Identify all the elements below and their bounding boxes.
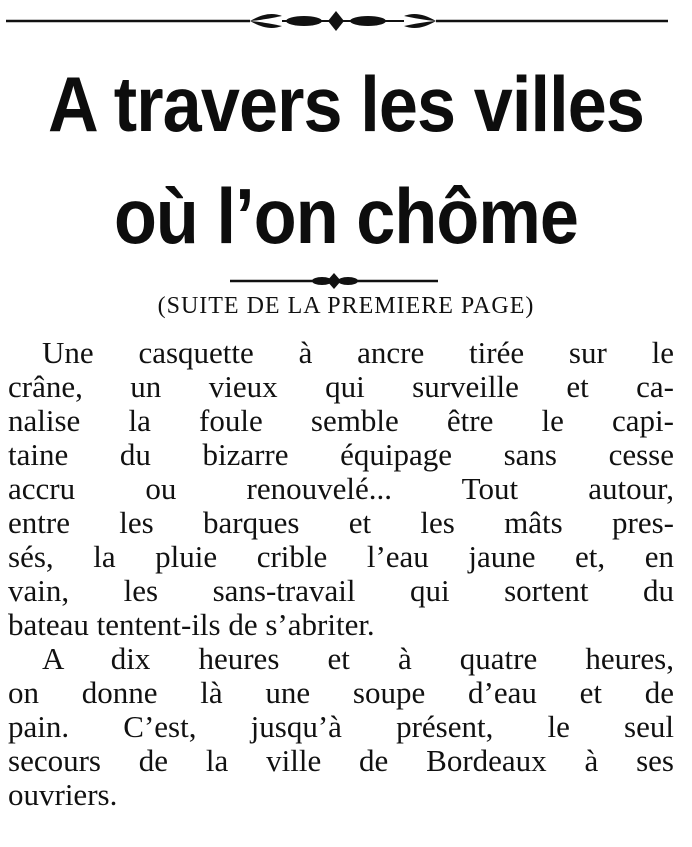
paragraph-1-line: accru ou renouvelé... Tout autour, (8, 471, 674, 506)
paragraph-2-line: A dix heures et à quatre heures, (42, 641, 674, 676)
paragraph-2-line: on donne là une soupe d’eau et de (8, 675, 674, 710)
paragraph-1-line: bateau tentent-ils de s’abriter. (8, 607, 375, 642)
paragraph-1-line: Une casquette à ancre tirée sur le (42, 335, 674, 370)
paragraph-1-line: nalise la foule semble être le capi- (8, 403, 674, 438)
paragraph-1-line: vain, les sans-travail qui sortent du (8, 573, 674, 608)
paragraph-1-line: crâne, un vieux qui surveille et ca- (8, 369, 674, 404)
article-body (8, 336, 674, 812)
paragraph-2-line: secours de la ville de Bordeaux à ses (8, 743, 674, 778)
headline-divider-ornament (226, 270, 442, 292)
paragraph-2-line: ouvriers. (8, 777, 118, 812)
paragraph-1 (8, 336, 674, 642)
paragraph-1-line: taine du bizarre équipage sans cesse (8, 437, 674, 472)
headline-line-2: où l’on chôme (113, 172, 579, 260)
top-rule-ornament (0, 6, 692, 36)
paragraph-1-line: sés, la pluie crible l’eau jaune et, en (8, 539, 674, 574)
paragraph-2-line: pain. C’est, jusqu’à présent, le seul (8, 709, 674, 744)
continuation-note: (SUITE DE LA PREMIERE PAGE) (157, 293, 535, 319)
paragraph-1-line: entre les barques et les mâts pres- (8, 505, 674, 540)
article-headline (35, 48, 658, 272)
paragraph-2 (8, 642, 674, 812)
headline-line-1: A travers les villes (47, 60, 644, 148)
